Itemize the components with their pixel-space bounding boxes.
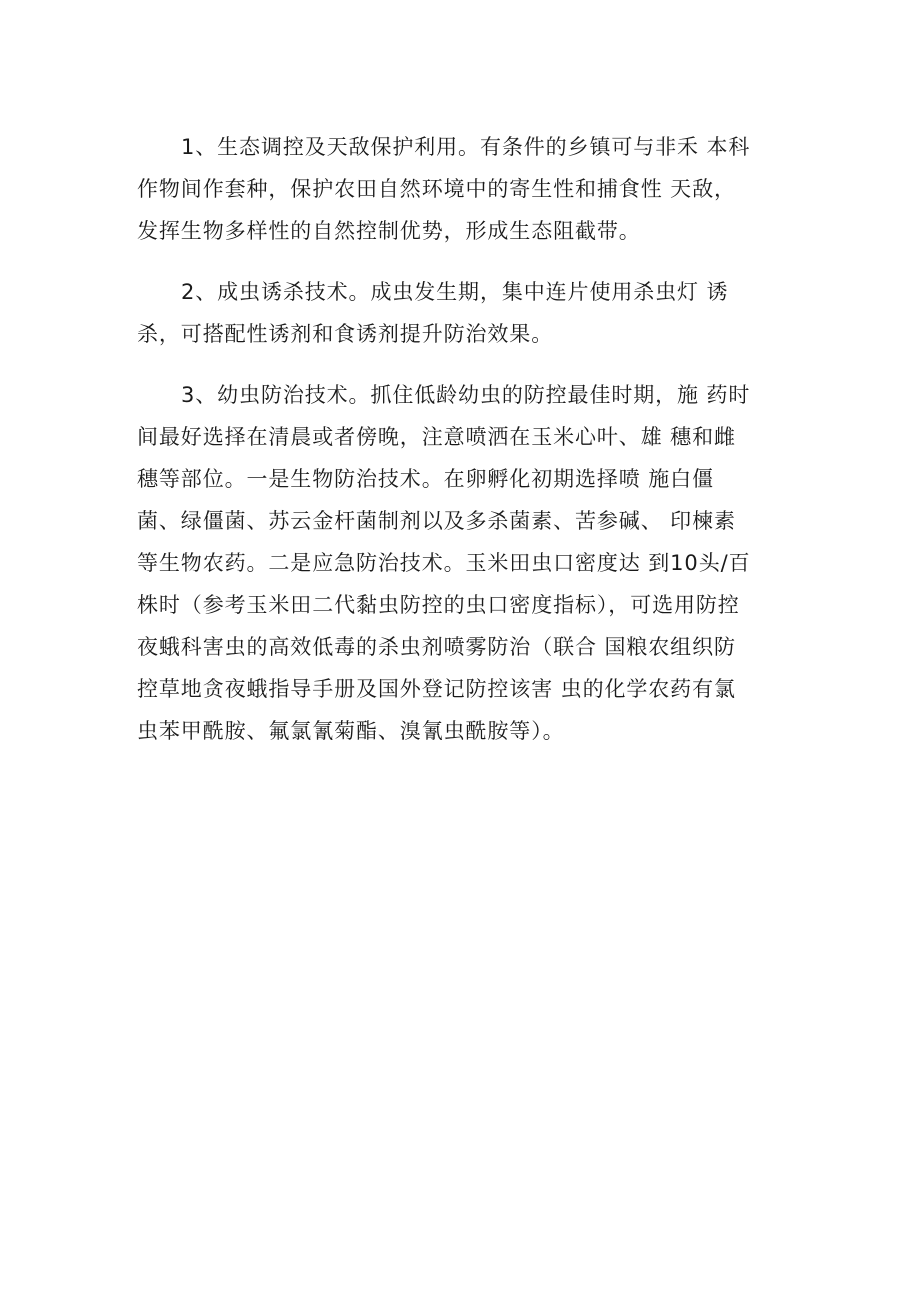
paragraph-line: 作物间作套种，保护农田自然环境中的寄生性和捕食性 天敌， [137, 177, 736, 201]
paragraph-line: 杀，可搭配性诱剂和食诱剂提升防治效果。 [137, 322, 554, 346]
document-body [137, 126, 792, 752]
paragraph-line: 控草地贪夜蛾指导手册及国外登记防控该害 虫的化学农药有氯 [137, 677, 736, 701]
paragraph-line: 2、成虫诱杀技术。成虫发生期，集中连片使用杀虫灯 诱 [181, 280, 729, 304]
paragraph-line: 1、生态调控及天敌保护利用。有条件的乡镇可与非禾 本科 [181, 135, 751, 159]
paragraph-line: 菌、绿僵菌、苏云金杆菌制剂以及多杀菌素、苦参碱、 印楝素 [137, 509, 736, 533]
paragraph-line: 穗等部位。一是生物防治技术。在卵孵化初期选择喷 施白僵 [137, 467, 714, 491]
paragraph-spacer [137, 355, 792, 374]
paragraph-line: 发挥生物多样性的自然控制优势，形成生态阻截带。 [137, 219, 641, 243]
paragraph-larva-control [137, 374, 792, 752]
paragraph-ecological-control [137, 126, 792, 252]
paragraph-line: 3、幼虫防治技术。抓住低龄幼虫的防控最佳时期，施 药时 [181, 383, 751, 407]
paragraph-line: 夜蛾科害虫的高效低毒的杀虫剂喷雾防治（联合 国粮农组织防 [137, 635, 736, 659]
paragraph-line: 等生物农药。二是应急防治技术。玉米田虫口密度达 到10头/百 [137, 551, 751, 575]
paragraph-line: 株时（参考玉米田二代黏虫防控的虫口密度指标），可选用防控 [137, 593, 740, 617]
paragraph-line: 间最好选择在清晨或者傍晚，注意喷洒在玉米心叶、雄 穗和雌 [137, 425, 736, 449]
paragraph-spacer [137, 252, 792, 271]
paragraph-adult-trapping [137, 271, 792, 355]
paragraph-line: 虫苯甲酰胺、氟氯氰菊酯、溴氰虫酰胺等）。 [137, 719, 565, 743]
